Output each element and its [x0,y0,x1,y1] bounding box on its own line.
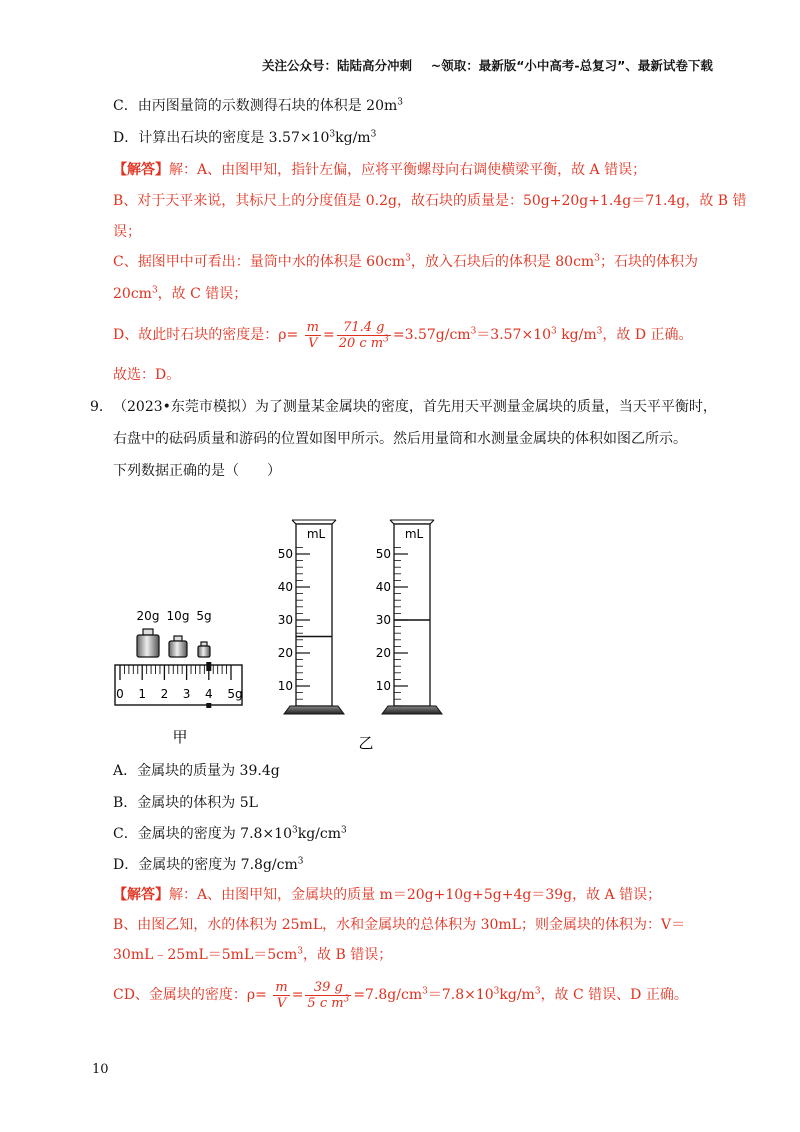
prev-choose: 故选：D。 [113,367,181,383]
cylinder-tick-label: 30 [375,613,391,627]
prev-answer-c2: $20cm^3$，故 C 错误； [113,285,248,302]
answer-cd: CD、金属块的密度：ρ= $\frac{m}{V}$ = $\frac{39 g}{5 c m^3}$ $=7.8g/cm^3=7.8\times 10^3kg/m^3$，故 C 错误、D 正确。 [113,979,688,1011]
prev-option-c: C．由丙图量筒的示数测得石块的体积是 $20m^3$ [113,97,403,114]
cylinder-unit-label: mL [404,527,424,541]
balance-scale-ruler [115,662,243,708]
weight-20g [137,629,159,657]
page-header [262,56,713,74]
prev-answer-b1: B、对于天平来说，其标尺上的分度值是 0.2g，故石块的质量是：50g+20g+1.4g＝71.4g，故 B 错 [113,193,747,209]
cylinder-tick-label: 20 [277,646,293,660]
cylinder-base [284,706,344,714]
scale-label-4: 4 [204,687,213,701]
scale-label-0: 0 [116,687,124,701]
fraction-mass-over-volume: $\frac{71.4 g}{20 c m^3}$ [338,319,389,351]
page-number: 10 [92,1062,109,1077]
question-number: 9． [90,399,113,415]
answer-a: 【解答】解：A、由图甲知，金属块的质量 m＝20g+10g+5g+4g＝39g，故 A 错误； [113,887,662,903]
option-b: B．金属块的体积为 5L [113,795,258,811]
scale-label-1: 1 [138,687,147,701]
weight-10g [169,636,187,657]
question-line-1: （2023•东莞市模拟）为了测量某金属块的密度，首先用天平测量金属块的质量，当天平平衡时， [113,399,717,415]
header-right: ~领取：最新版“小中高考-总复习”、最新试卷下载 [430,58,713,73]
weight-label-10g: 10g [166,609,190,623]
weight-5g [198,642,210,657]
cylinder-tick-label: 20 [375,646,391,660]
rider [206,662,211,671]
prev-answer-a: 【解答】解：A、由图甲知，指针左偏，应将平衡螺母向右调使横梁平衡，故 A 错误； [113,162,647,178]
cylinder-tick-label: 10 [277,679,293,693]
cylinder-right [376,520,442,714]
cylinder-left [278,520,344,714]
prev-answer-c1: C、据图甲中可看出：量筒中水的体积是 $60cm^3$，放入石块后的体积是 $80cm^3$；石块的体积为 [113,253,698,270]
cylinder-body [394,524,430,706]
cylinder-tick-label: 40 [277,580,293,594]
answer-b1: B、由图乙知，水的体积为 25mL，水和金属块的总体积为 30mL；则金属块的体积为：V＝ [113,917,686,933]
option-d: D．金属块的密度为 $7.8g/cm^3$ [113,856,304,873]
cylinder-tick-label: 40 [375,580,391,594]
weight-label-20g: 20g [136,609,160,623]
scale-label-3: 3 [182,687,191,701]
answer-fraction-values: $\frac{39 g}{5 c m^3}$ [307,979,350,1011]
prev-answer-b2: 误； [113,224,141,240]
label-yi: 乙 [358,734,374,752]
cylinder-tick-label: 10 [375,679,391,693]
weight-label-5g: 5g [196,609,212,623]
cylinder-base [382,706,442,714]
rider-bottom-marker [206,703,211,708]
header-left: 关注公众号：陆陆高分冲刺 [262,58,413,73]
prev-option-d: D．计算出石块的密度是 $3.57\times 10^3kg/m^3$ [113,129,377,146]
scale-label-5: 5g [227,687,243,701]
fraction-m-over-v: $\frac{m}{V}$ [306,319,319,351]
option-c: C．金属块的密度为 $7.8\times 10^3kg/cm^3$ [113,825,347,842]
cylinder-tick-label: 30 [277,613,293,627]
answer-fraction-m-over-v: $\frac{m}{V}$ [275,979,288,1011]
cylinder-body [296,524,332,706]
question-line-2: 右盘中的砝码质量和游码的位置如图甲所示。然后用量筒和水测量金属块的体积如图乙所示。 [113,431,687,447]
option-a: A．金属块的质量为 39.4g [113,763,280,779]
answer-b2: $30mL﹣25mL=5mL=5cm^3$，故 B 错误； [113,946,393,963]
cylinder-tick-label: 50 [375,547,391,561]
label-jia: 甲 [172,728,188,746]
figure [100,508,460,758]
cylinder-tick-label: 50 [277,547,293,561]
scale-label-2: 2 [160,687,169,701]
cylinder-unit-label: mL [306,527,326,541]
question-line-3: 下列数据正确的是（ ） [113,463,281,479]
prev-answer-d: D、故此时石块的密度是：ρ= $\frac{m}{V}$ = $\frac{71.4 g}{20 c m^3}$ $=3.57g/cm^3=3.57\times 10^3$ $kg/m^3$，故 D 正确。 [113,319,693,351]
weights-group [137,609,212,657]
